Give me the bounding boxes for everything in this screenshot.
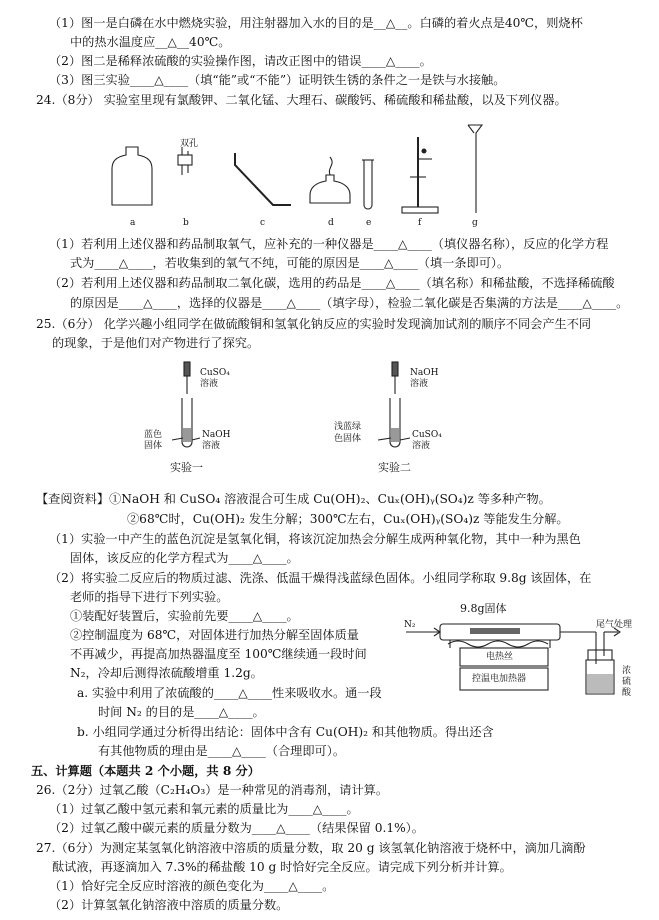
q25-stem-2: 的现象，于是他们对产物进行了探究。 [52,336,260,350]
q25-stem-1: 25.（6分） 化学兴趣小组同学在做硫酸铜和氢氧化钠反应的实验时发现滴加试剂的顺序不同会产生不同 [36,317,592,331]
exp1-caption: 实验一 [170,461,203,474]
instrument-label-c: c [260,218,266,228]
q26-stem: 26.（2分）过氧乙酸（C₂H₄O₃）是一种常见的消毒剂，请计算。 [36,783,389,797]
exp1-top-solution: 溶液 [200,379,219,389]
exp1-left-1: 蓝色 [144,430,163,440]
q25-sub-b-1: b. 小组同学通过分析得出结论：固体中含有 Cu(OH)₂ 和其他物质。得出还含 [77,725,494,739]
q25-step-1: ①装配好装置后，实验前先要____△____。 [70,609,299,623]
q25-step-2c: N₂，冷却后测得浓硫酸增重 1.2g。 [70,666,263,680]
exp2-caption: 实验二 [378,461,411,474]
q25-part2-b: 老师的指导下进行下列实验。 [70,590,229,604]
instrument-label-b: b [183,218,189,228]
apparatus-solid-label: 9.8g固体 [460,602,507,615]
q25-sub-b-2: 有其他物质的理由是____△____（合理即可）。 [98,744,346,758]
apparatus-acid-1: 浓 [622,666,632,676]
q27-line-2: （2）计算氢氧化钠溶液中溶质的质量分数。 [49,898,289,912]
exp1-bottom-solution: 溶液 [202,441,221,451]
q24-line-2: 式为____△____，若收集到的氧气不纯，可能的原因是____△____（填一条即可）。 [70,256,510,270]
double-hole-label: 双孔 [180,139,199,149]
q23-line-1: （1）图一是白磷在水中燃烧实验，用注射器加入水的目的是__△__。白磷的着火点是40℃，则烧杯 [49,16,583,30]
exp1-top-reagent: CuSO₄ [200,368,230,378]
exp2-top-solution: 溶液 [410,379,429,389]
instrument-label-f: f [418,218,422,228]
exp1-bottom-reagent: NaOH [202,430,231,440]
instrument-label-e: e [366,218,372,228]
q25-step-2b: 不再减少，再提高加热器温度至 100℃继续通一段时间 [70,647,367,661]
exp2-bottom-reagent: CuSO₄ [412,430,442,440]
q24-line-4: 的原因是____△____，选择的仪器是____△____（填字母），检验二氧化碳是否集满的方法是____△____。 [70,296,629,310]
section-5-heading: 五、计算题（本题共 2 个小题，共 8 分） [31,764,260,778]
q25-part2-a: （2）将实验二反应后的物质过滤、洗涤、低温干燥得浅蓝绿色固体。小组同学称取 9.8g 该固体，在 [49,571,592,585]
apparatus-figure [400,604,640,719]
instruments-drawing [100,115,500,230]
instrument-label-g: g [472,218,478,228]
instrument-label-d: d [328,218,334,228]
q23-line-4: （3）图三实验____△____（填“能”或“不能”）证明铁生锈的条件之一是铁与水接触。 [49,73,506,87]
apparatus-acid-3: 酸 [622,688,632,698]
apparatus-acid-2: 硫 [622,677,632,687]
q25-sub-a-2: 时间 N₂ 的目的是____△____。 [98,705,265,719]
q24-line-3: （2）若利用上述仪器和药品制取二氧化碳，选用的药品是____△____（填名称）和稀盐酸，不选择稀硫酸 [49,276,615,290]
apparatus-tail-label: 尾气处理 [596,620,633,630]
q25-reference-1: 【查阅资料】①NaOH 和 CuSO₄ 溶液混合可生成 Cu(OH)₂、Cuₓ(OH)ᵧ(SO₄)z 等多种产物。 [36,492,551,506]
q23-line-3: （2）图二是稀释浓硫酸的实验操作图，请改正图中的错误____△____。 [49,54,432,68]
q25-part1-a: （1）实验一中产生的蓝色沉淀是氢氧化铜，将该沉淀加热会分解生成两种氧化物，其中一种为黑色 [49,532,581,546]
exp2-left-2: 色固体 [334,434,362,444]
q27-line-1: （1）恰好完全反应时溶液的颜色变化为____△____。 [49,879,335,893]
q25-sub-a-1: a. 实验中利用了浓硫酸的____△____性来吸收水。通一段 [77,686,382,700]
instrument-label-a: a [130,218,136,228]
apparatus-wire-label: 电热丝 [486,652,514,662]
q26-line-1: （1）过氧乙酸中氢元素和氧元素的质量比为____△____。 [49,802,359,816]
q24-stem: 24.（8分） 实验室里现有氯酸钾、二氧化锰、大理石、碳酸钙、稀硫酸和稀盐酸，以及下列仪器。 [36,93,567,107]
q25-reference-2: ②68℃时，Cu(OH)₂ 发生分解；300℃左右，Cuₓ(OH)ᵧ(SO₄)z 等能发生分解。 [127,512,569,526]
apparatus-heater-label: 控温电加热器 [472,674,527,684]
q26-line-2: （2）过氧乙酸中碳元素的质量分数为____△____（结果保留 0.1%）。 [49,821,424,835]
exp2-top-reagent: NaOH [410,368,439,378]
apparatus-n2-label: N₂ [404,620,416,630]
q25-step-2a: ②控制温度为 68℃，对固体进行加热分解至固体质量 [70,628,359,642]
experiment-2-figure [330,358,470,480]
q27-stem-1: 27.（6分）为测定某氢氧化钠溶液中溶质的质量分数，取 20 g 该氢氧化钠溶液于烧杯中，滴加几滴酚 [36,841,586,855]
exp2-left-1: 浅蓝绿 [334,422,362,432]
exp1-left-2: 固体 [144,441,163,451]
q27-stem-2: 酞试液，再逐滴加入 7.3%的稀盐酸 10 g 时恰好完全反应。请完成下列分析并计算。 [52,860,512,874]
instruments-figure [100,115,500,230]
q24-line-1: （1）若利用上述仪器和药品制取氧气，应补充的一种仪器是____△____（填仪器名称），反应的化学方程 [49,237,609,251]
exp2-bottom-solution: 溶液 [412,441,431,451]
q23-line-2: 中的热水温度应__△__40℃。 [70,35,231,49]
experiment-1-figure [130,358,270,480]
q25-part1-b: 固体，该反应的化学方程式为____△____。 [70,551,299,565]
